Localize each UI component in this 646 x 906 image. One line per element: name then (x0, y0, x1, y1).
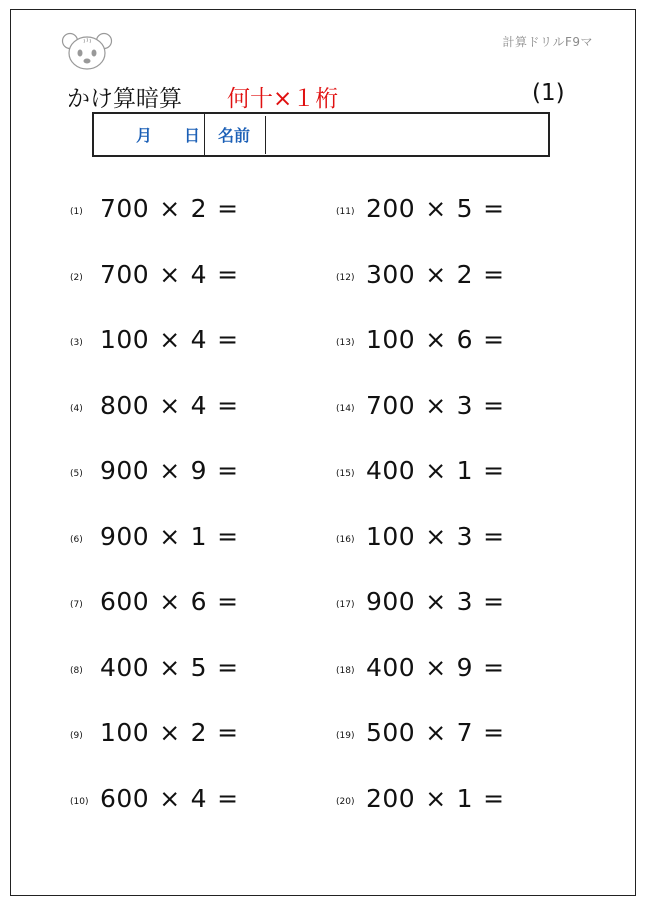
operand-b: 5 (190, 652, 208, 682)
operand-b: 2 (190, 194, 208, 223)
operand-a: 500 (366, 718, 416, 747)
operand-a: 100 (100, 718, 150, 747)
problem-expression (100, 587, 239, 616)
operand-b: 4 (190, 325, 208, 354)
problem-expression (100, 522, 239, 551)
times-sign: × (159, 718, 181, 747)
operand-b: 9 (190, 456, 208, 485)
page-title: かけ算暗算 (67, 86, 182, 112)
operand-a: 100 (100, 325, 150, 354)
equals-sign: = (217, 521, 239, 551)
operand-b: 7 (456, 718, 474, 747)
problem-number: (2) (70, 272, 83, 283)
operand-b: 1 (190, 521, 208, 551)
problem-number: (19) (336, 731, 355, 741)
day-label: 日 (184, 126, 201, 145)
times-sign: × (425, 390, 447, 420)
equals-sign: = (217, 587, 239, 616)
bear-face-icon (61, 31, 113, 71)
times-sign: × (159, 652, 181, 682)
problem-expression (366, 522, 505, 551)
problem-expression (100, 194, 239, 223)
times-sign: × (159, 325, 181, 354)
problem-number: (10) (70, 796, 89, 807)
problem-expression (366, 653, 505, 682)
operand-a: 200 (366, 194, 416, 223)
times-sign: × (425, 587, 447, 616)
equals-sign: = (217, 718, 239, 747)
problem-number: (15) (336, 469, 355, 479)
problem-expression (100, 260, 239, 289)
problem-number: (11) (336, 207, 355, 217)
times-sign: × (425, 325, 447, 354)
operand-a: 900 (366, 587, 416, 616)
times-sign: × (425, 456, 447, 485)
equals-sign: = (217, 456, 239, 485)
box-divider (265, 116, 266, 154)
equals-sign: = (483, 587, 505, 616)
operand-a: 700 (100, 194, 150, 223)
problem-number: (5) (70, 469, 83, 479)
problem-number: (8) (70, 665, 83, 676)
equals-sign: = (483, 325, 505, 354)
equals-sign: = (483, 390, 505, 420)
equals-sign: = (483, 521, 505, 551)
times-sign: × (425, 718, 447, 747)
operand-a: 300 (366, 259, 416, 289)
equals-sign: = (483, 652, 505, 682)
problem-expression (366, 391, 505, 420)
page-subtitle: 何十×１桁 (227, 86, 339, 112)
times-sign: × (425, 783, 447, 813)
equals-sign: = (483, 259, 505, 289)
equals-sign: = (483, 194, 505, 223)
problem-expression (366, 325, 505, 354)
operand-b: 9 (456, 652, 474, 682)
sheet-number: (1) (532, 80, 565, 106)
problem-expression (100, 391, 239, 420)
operand-b: 4 (190, 259, 208, 289)
problem-number: (16) (336, 534, 355, 545)
operand-a: 600 (100, 783, 150, 813)
times-sign: × (159, 587, 181, 616)
problem-expression (100, 718, 239, 747)
times-sign: × (159, 521, 181, 551)
operand-b: 6 (190, 587, 208, 616)
times-sign: × (159, 783, 181, 813)
problem-number: (13) (336, 338, 355, 348)
problem-number: (18) (336, 665, 355, 676)
problem-number: (3) (70, 338, 83, 348)
problem-expression (366, 194, 505, 223)
problem-expression (100, 325, 239, 354)
box-divider (204, 114, 205, 155)
operand-b: 3 (456, 521, 474, 551)
problem-number: (14) (336, 403, 355, 414)
problem-expression (366, 784, 505, 813)
operand-a: 100 (366, 521, 416, 551)
problem-number: (9) (70, 731, 83, 741)
name-date-box (92, 112, 550, 157)
problem-number: (1) (70, 207, 83, 217)
name-label: 名前 (218, 126, 251, 145)
drill-site-label: 計算ドリルF9マ (502, 35, 593, 49)
equals-sign: = (483, 783, 505, 813)
problem-number: (17) (336, 600, 355, 610)
equals-sign: = (217, 259, 239, 289)
operand-b: 3 (456, 390, 474, 420)
operand-b: 1 (456, 783, 474, 813)
times-sign: × (425, 521, 447, 551)
problem-number: (6) (70, 534, 83, 545)
operand-a: 900 (100, 456, 150, 485)
operand-a: 100 (366, 325, 416, 354)
equals-sign: = (217, 652, 239, 682)
times-sign: × (159, 259, 181, 289)
times-sign: × (425, 652, 447, 682)
problem-number: (4) (70, 403, 83, 414)
times-sign: × (425, 194, 447, 223)
equals-sign: = (217, 390, 239, 420)
problem-expression (366, 718, 505, 747)
problem-number: (20) (336, 796, 355, 807)
month-label: 月 (136, 126, 153, 145)
operand-b: 2 (456, 259, 474, 289)
problem-number: (12) (336, 272, 355, 283)
problem-expression (100, 456, 239, 485)
operand-a: 700 (366, 390, 416, 420)
operand-b: 2 (190, 718, 208, 747)
operand-b: 6 (456, 325, 474, 354)
operand-b: 4 (190, 390, 208, 420)
equals-sign: = (217, 325, 239, 354)
problem-expression (366, 260, 505, 289)
operand-b: 5 (456, 194, 474, 223)
times-sign: × (159, 390, 181, 420)
operand-a: 600 (100, 587, 150, 616)
operand-b: 3 (456, 587, 474, 616)
equals-sign: = (483, 718, 505, 747)
operand-a: 400 (100, 652, 150, 682)
operand-b: 1 (456, 456, 474, 485)
operand-a: 800 (100, 390, 150, 420)
operand-a: 200 (366, 783, 416, 813)
operand-a: 700 (100, 259, 150, 289)
equals-sign: = (217, 194, 239, 223)
times-sign: × (159, 456, 181, 485)
operand-b: 4 (190, 783, 208, 813)
problem-expression (366, 587, 505, 616)
problem-expression (100, 784, 239, 813)
times-sign: × (159, 194, 181, 223)
equals-sign: = (217, 783, 239, 813)
operand-a: 400 (366, 456, 416, 485)
operand-a: 400 (366, 652, 416, 682)
problem-expression (100, 653, 239, 682)
problem-expression (366, 456, 505, 485)
equals-sign: = (483, 456, 505, 485)
problem-number: (7) (70, 600, 83, 610)
operand-a: 900 (100, 521, 150, 551)
times-sign: × (425, 259, 447, 289)
